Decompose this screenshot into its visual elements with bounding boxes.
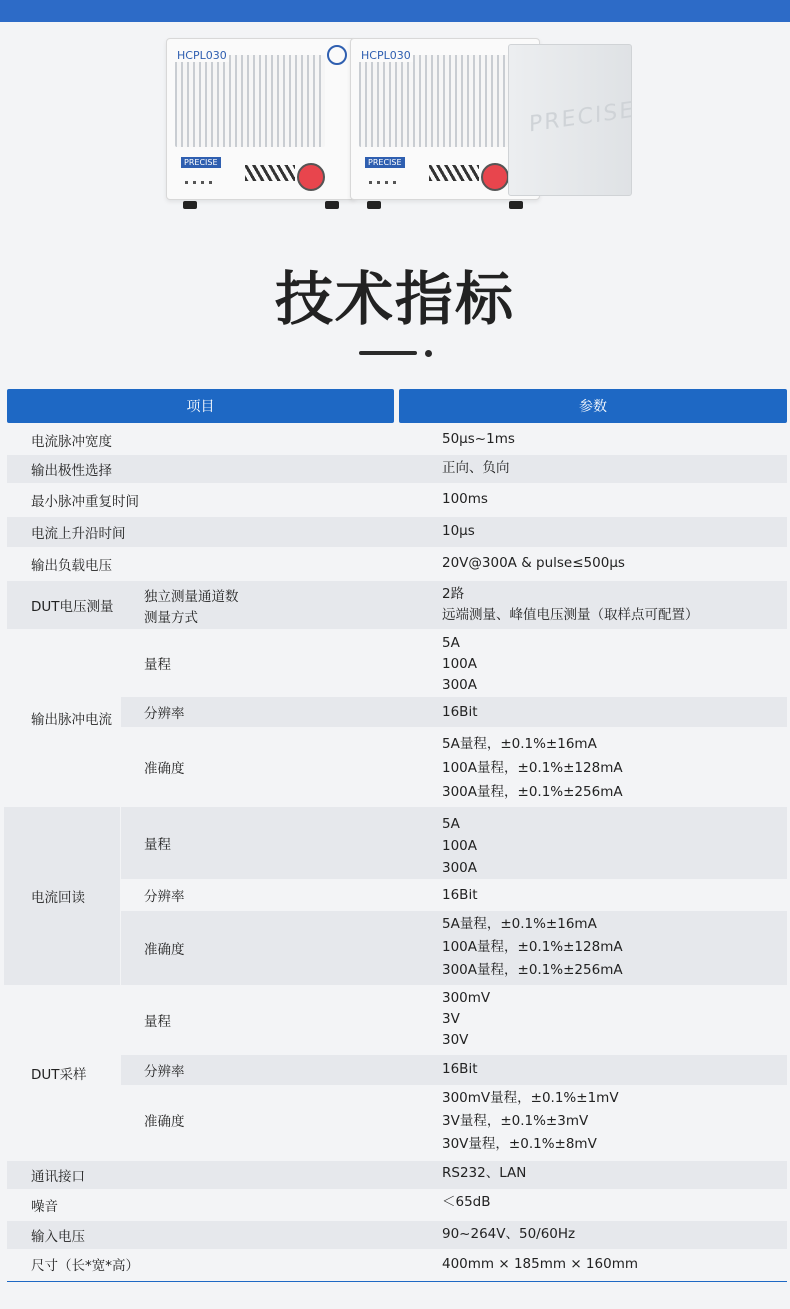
foot: [183, 201, 197, 209]
row-value: 正向、负向: [442, 460, 510, 476]
row-value: 10μs: [442, 523, 475, 539]
accuracy-value: 3V量程，±0.1%±3mV: [442, 1113, 589, 1129]
row-label: 输出负载电压: [31, 558, 112, 574]
table-bottom-border: [7, 1281, 787, 1282]
sub-label-range: 量程: [144, 837, 171, 853]
range-value: 300A: [442, 677, 478, 693]
range-value: 5A: [442, 816, 460, 832]
sub-label-range: 量程: [144, 1014, 171, 1030]
sub-label-accuracy: 准确度: [144, 942, 185, 958]
top-banner-bar: [0, 0, 790, 22]
table-row: [7, 1161, 787, 1189]
accuracy-value: 5A量程，±0.1%±16mA: [442, 736, 597, 752]
sub-label-resolution: 分辨率: [144, 1064, 185, 1080]
sub-label-channels: 独立测量通道数: [144, 588, 239, 605]
accuracy-value: 300A量程，±0.1%±256mA: [442, 962, 623, 978]
row-value: 远端测量、峰值电压测量（取样点可配置）: [442, 607, 699, 623]
table-row: [7, 483, 787, 517]
row-label: 输出脉冲电流: [31, 712, 112, 728]
accuracy-value: 100A量程，±0.1%±128mA: [442, 939, 623, 955]
range-value: 5A: [442, 635, 460, 651]
product-image: [160, 38, 640, 210]
indicator-leds: [369, 181, 399, 184]
row-label: 电流回读: [31, 890, 85, 906]
sub-label-resolution: 分辨率: [144, 889, 185, 905]
row-label: 电流脉冲宽度: [31, 434, 112, 450]
brand-badge: PRECISE: [181, 157, 221, 168]
range-values: [442, 633, 477, 696]
model-label: HCPL030: [361, 49, 411, 62]
row-label: DUT采样: [31, 1067, 87, 1083]
sub-label-range: 量程: [144, 657, 171, 673]
front-vents: [429, 165, 479, 181]
table-row-group: [7, 985, 787, 1161]
range-value: 300mV: [442, 990, 491, 1006]
accuracy-value: 100A量程，±0.1%±128mA: [442, 760, 623, 776]
row-value: ＜65dB: [442, 1194, 491, 1210]
range-value: 3V: [442, 1011, 460, 1027]
table-row: [7, 517, 787, 547]
front-vents: [245, 165, 295, 181]
accuracy-value: 300A量程，±0.1%±256mA: [442, 784, 623, 800]
indicator-leds: [185, 181, 215, 184]
fan-grille: [359, 55, 509, 147]
foot: [325, 201, 339, 209]
accuracy-value: 5A量程，±0.1%±16mA: [442, 916, 597, 932]
resolution-value: 16Bit: [442, 1061, 478, 1077]
foot: [509, 201, 523, 209]
row-value: 50μs~1ms: [442, 431, 515, 447]
accuracy-values: [442, 1087, 619, 1156]
accuracy-values: [442, 732, 623, 804]
row-value: 400mm × 185mm × 160mm: [442, 1256, 638, 1272]
table-row: [7, 425, 787, 455]
row-label: 电流上升沿时间: [31, 526, 126, 542]
accuracy-value: 300mV量程，±0.1%±1mV: [442, 1090, 619, 1106]
range-value: 100A: [442, 838, 478, 854]
row-value: 90~264V、50/60Hz: [442, 1226, 576, 1242]
row-label: 尺寸（长*宽*高）: [31, 1258, 139, 1274]
row-label: 输入电压: [31, 1229, 85, 1245]
range-value: 30V: [442, 1032, 469, 1048]
row-value: RS232、LAN: [442, 1165, 527, 1181]
row-label: 输出极性选择: [31, 463, 112, 479]
row-value: 100ms: [442, 491, 488, 507]
row-label: 噪音: [31, 1199, 58, 1215]
page-title: 技术指标: [274, 265, 515, 333]
row-label: 通讯接口: [31, 1169, 85, 1185]
emergency-stop-knob: [297, 163, 325, 191]
title-underline-dot: [425, 350, 432, 357]
instrument-side-panel: [508, 44, 636, 196]
table-header-item: 项目: [7, 389, 394, 423]
side-brand-mark: PRECISE: [529, 97, 636, 138]
fan-grille: [175, 55, 325, 147]
range-value: 300A: [442, 860, 478, 876]
row-label: DUT电压测量: [31, 599, 114, 615]
range-values: [442, 988, 490, 1051]
sub-label-accuracy: 准确度: [144, 1114, 185, 1130]
table-row: [7, 1189, 787, 1221]
sub-label-accuracy: 准确度: [144, 761, 185, 777]
table-row: [7, 581, 787, 629]
emergency-stop-knob: [481, 163, 509, 191]
row-value: 2路: [442, 586, 465, 602]
range-values: [442, 813, 477, 879]
table-row: [7, 1249, 787, 1281]
foot: [367, 201, 381, 209]
sub-label-method: 测量方式: [144, 609, 198, 626]
table-row: [7, 1221, 787, 1249]
instrument-unit-left: [166, 38, 356, 200]
range-value: 100A: [442, 656, 478, 672]
resolution-value: 16Bit: [442, 887, 478, 903]
title-underline: [359, 351, 417, 355]
brand-badge: PRECISE: [365, 157, 405, 168]
model-label: HCPL030: [177, 49, 227, 62]
resolution-value: 16Bit: [442, 704, 478, 720]
accuracy-values: [442, 913, 623, 982]
brand-logo-icon: [327, 45, 347, 65]
sub-label-resolution: 分辨率: [144, 706, 185, 722]
table-row: [7, 455, 787, 483]
row-label: 最小脉冲重复时间: [31, 494, 139, 510]
table-row: [7, 547, 787, 581]
table-row-group: [7, 807, 787, 985]
accuracy-value: 30V量程，±0.1%±8mV: [442, 1136, 597, 1152]
table-header-param: 参数: [399, 389, 787, 423]
table-row-group: [7, 629, 787, 807]
row-value: 20V@300A & pulse≤500μs: [442, 555, 625, 571]
